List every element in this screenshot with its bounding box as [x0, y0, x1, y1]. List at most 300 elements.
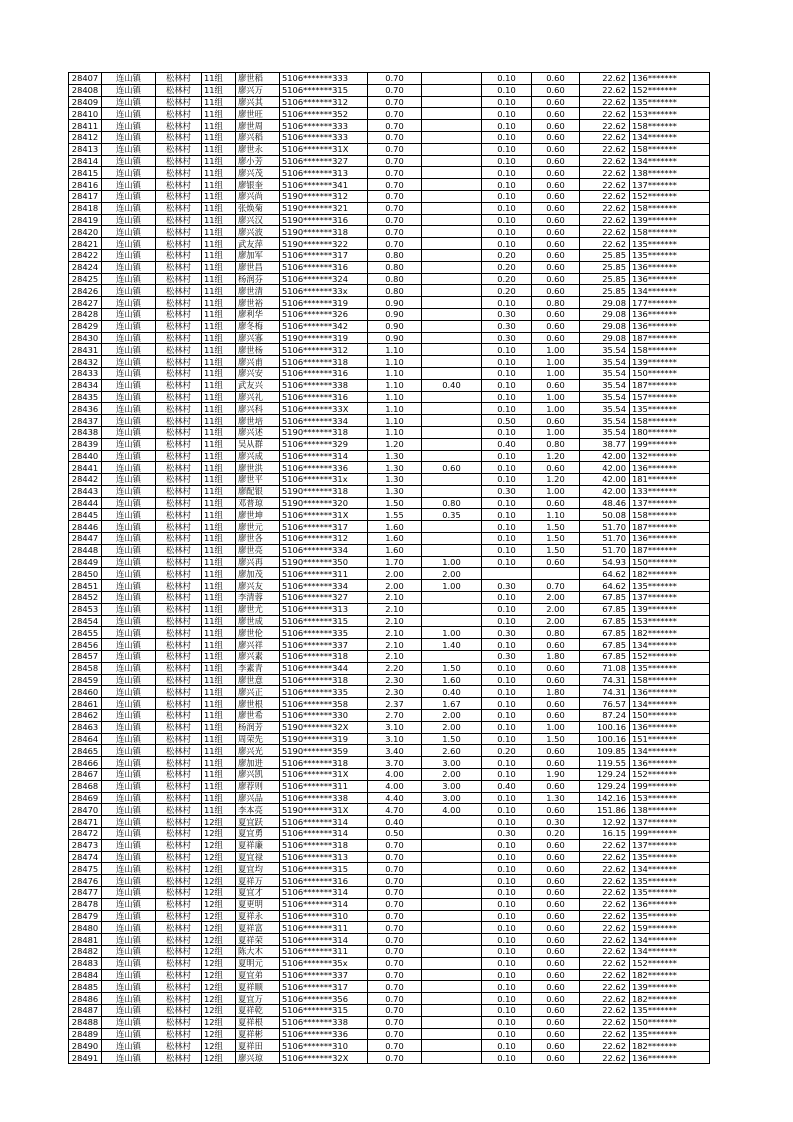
table-body: [69, 73, 710, 1064]
area-d-cell: 0.60: [532, 238, 580, 250]
area-d-cell: 0.60: [532, 674, 580, 686]
area-b-cell: [422, 863, 482, 875]
row-index: 28436: [69, 403, 102, 415]
area-b-cell: [422, 143, 482, 155]
area-d-cell: 0.60: [532, 415, 580, 427]
amount-cell: 22.62: [580, 898, 630, 910]
area-b-cell: [422, 426, 482, 438]
area-b-cell: [422, 391, 482, 403]
table-row: [69, 474, 710, 486]
phone-cell: 150*******: [630, 367, 710, 379]
village-cell: 松林村: [156, 568, 202, 580]
id-number-cell: 5106*******341: [280, 179, 368, 191]
village-cell: 松林村: [156, 945, 202, 957]
table-row: [69, 804, 710, 816]
village-cell: 松林村: [156, 592, 202, 604]
row-index: 28457: [69, 651, 102, 663]
name-cell: 夏宜跃: [236, 816, 280, 828]
town-cell: 连山镇: [102, 226, 156, 238]
name-cell: 廖兴安: [236, 367, 280, 379]
amount-cell: 151.86: [580, 804, 630, 816]
table-row: [69, 1052, 710, 1064]
group-cell: 11组: [202, 769, 236, 781]
town-cell: 连山镇: [102, 509, 156, 521]
amount-cell: 22.62: [580, 1052, 630, 1064]
area-c-cell: 0.30: [482, 320, 532, 332]
amount-cell: 22.62: [580, 84, 630, 96]
table-row: [69, 615, 710, 627]
group-cell: 11组: [202, 568, 236, 580]
table-row: [69, 462, 710, 474]
town-cell: 连山镇: [102, 615, 156, 627]
area-d-cell: 0.60: [532, 249, 580, 261]
phone-cell: 132*******: [630, 450, 710, 462]
id-number-cell: 5106*******352: [280, 108, 368, 120]
amount-cell: 25.85: [580, 273, 630, 285]
area-total-cell: 0.70: [368, 226, 422, 238]
town-cell: 连山镇: [102, 391, 156, 403]
name-cell: 廖兴述: [236, 426, 280, 438]
town-cell: 连山镇: [102, 568, 156, 580]
village-cell: 松林村: [156, 556, 202, 568]
name-cell: 廖兴凯: [236, 769, 280, 781]
area-c-cell: 0.10: [482, 108, 532, 120]
group-cell: 11组: [202, 190, 236, 202]
name-cell: 廖世成: [236, 615, 280, 627]
table-row: [69, 1040, 710, 1052]
id-number-cell: 5106*******342: [280, 320, 368, 332]
area-total-cell: 2.10: [368, 639, 422, 651]
area-total-cell: 0.90: [368, 332, 422, 344]
name-cell: 夏宜万: [236, 993, 280, 1005]
area-total-cell: 0.90: [368, 320, 422, 332]
area-c-cell: 0.30: [482, 332, 532, 344]
area-c-cell: 0.20: [482, 285, 532, 297]
area-c-cell: 0.10: [482, 603, 532, 615]
group-cell: 12组: [202, 875, 236, 887]
area-c-cell: 0.10: [482, 957, 532, 969]
area-total-cell: 0.70: [368, 875, 422, 887]
amount-cell: 67.85: [580, 639, 630, 651]
area-total-cell: 0.40: [368, 816, 422, 828]
area-d-cell: 1.00: [532, 721, 580, 733]
area-b-cell: [422, 356, 482, 368]
id-number-cell: 5106*******318: [280, 356, 368, 368]
amount-cell: 35.54: [580, 344, 630, 356]
village-cell: 松林村: [156, 131, 202, 143]
area-c-cell: 0.10: [482, 131, 532, 143]
village-cell: 松林村: [156, 769, 202, 781]
town-cell: 连山镇: [102, 73, 156, 85]
table-row: [69, 757, 710, 769]
area-b-cell: [422, 179, 482, 191]
area-d-cell: 0.60: [532, 910, 580, 922]
village-cell: 松林村: [156, 143, 202, 155]
name-cell: 廖兴再: [236, 556, 280, 568]
group-cell: 11组: [202, 120, 236, 132]
id-number-cell: 5106*******310: [280, 910, 368, 922]
village-cell: 松林村: [156, 403, 202, 415]
row-index: 28412: [69, 131, 102, 143]
id-number-cell: 5106*******312: [280, 533, 368, 545]
area-d-cell: 0.60: [532, 214, 580, 226]
amount-cell: 87.24: [580, 710, 630, 722]
village-cell: 松林村: [156, 828, 202, 840]
area-b-cell: [422, 415, 482, 427]
row-index: 28425: [69, 273, 102, 285]
area-d-cell: 0.60: [532, 261, 580, 273]
amount-cell: 42.00: [580, 450, 630, 462]
village-cell: 松林村: [156, 426, 202, 438]
town-cell: 连山镇: [102, 261, 156, 273]
table-row: [69, 556, 710, 568]
table-row: [69, 367, 710, 379]
area-total-cell: 2.10: [368, 615, 422, 627]
amount-cell: 22.62: [580, 155, 630, 167]
village-cell: 松林村: [156, 792, 202, 804]
id-number-cell: 5106*******317: [280, 981, 368, 993]
phone-cell: 139*******: [630, 214, 710, 226]
group-cell: 12组: [202, 1052, 236, 1064]
group-cell: 11组: [202, 757, 236, 769]
phone-cell: 187*******: [630, 379, 710, 391]
area-b-cell: 1.50: [422, 733, 482, 745]
area-d-cell: 0.60: [532, 332, 580, 344]
amount-cell: 22.62: [580, 120, 630, 132]
table-row: [69, 131, 710, 143]
area-c-cell: 0.10: [482, 120, 532, 132]
amount-cell: 129.24: [580, 769, 630, 781]
row-index: 28491: [69, 1052, 102, 1064]
area-c-cell: 0.10: [482, 426, 532, 438]
row-index: 28477: [69, 886, 102, 898]
area-c-cell: 0.10: [482, 179, 532, 191]
amount-cell: 22.62: [580, 851, 630, 863]
group-cell: 11组: [202, 238, 236, 250]
row-index: 28414: [69, 155, 102, 167]
area-d-cell: 0.60: [532, 131, 580, 143]
area-d-cell: 0.60: [532, 556, 580, 568]
name-cell: 廖世平: [236, 474, 280, 486]
village-cell: 松林村: [156, 662, 202, 674]
name-cell: 廖世尤: [236, 603, 280, 615]
area-d-cell: 0.60: [532, 1004, 580, 1016]
amount-cell: 67.85: [580, 651, 630, 663]
area-d-cell: 0.60: [532, 108, 580, 120]
area-b-cell: [422, 922, 482, 934]
village-cell: 松林村: [156, 356, 202, 368]
amount-cell: 22.62: [580, 190, 630, 202]
town-cell: 连山镇: [102, 84, 156, 96]
area-c-cell: 0.10: [482, 721, 532, 733]
table-row: [69, 981, 710, 993]
row-index: 28469: [69, 792, 102, 804]
row-index: 28443: [69, 485, 102, 497]
town-cell: 连山镇: [102, 131, 156, 143]
town-cell: 连山镇: [102, 863, 156, 875]
data-table: [68, 72, 710, 1064]
phone-cell: 150*******: [630, 556, 710, 568]
village-cell: 松林村: [156, 155, 202, 167]
area-c-cell: 0.10: [482, 863, 532, 875]
town-cell: 连山镇: [102, 898, 156, 910]
name-cell: 廖世裕: [236, 297, 280, 309]
town-cell: 连山镇: [102, 828, 156, 840]
amount-cell: 22.62: [580, 993, 630, 1005]
area-c-cell: 0.10: [482, 202, 532, 214]
row-index: 28411: [69, 120, 102, 132]
phone-cell: 182*******: [630, 1040, 710, 1052]
amount-cell: 12.92: [580, 816, 630, 828]
name-cell: 夏祥顺: [236, 981, 280, 993]
table-row: [69, 863, 710, 875]
area-c-cell: 0.40: [482, 438, 532, 450]
town-cell: 连山镇: [102, 651, 156, 663]
village-cell: 松林村: [156, 450, 202, 462]
area-c-cell: 0.20: [482, 745, 532, 757]
table-row: [69, 202, 710, 214]
area-c-cell: 0.10: [482, 898, 532, 910]
table-row: [69, 285, 710, 297]
name-cell: 夏宜勇: [236, 828, 280, 840]
amount-cell: 64.62: [580, 568, 630, 580]
id-number-cell: 5190*******320: [280, 497, 368, 509]
area-c-cell: 0.10: [482, 238, 532, 250]
amount-cell: 38.77: [580, 438, 630, 450]
row-index: 28461: [69, 698, 102, 710]
town-cell: 连山镇: [102, 108, 156, 120]
name-cell: 夏祥乾: [236, 1004, 280, 1016]
row-index: 28450: [69, 568, 102, 580]
row-index: 28409: [69, 96, 102, 108]
id-number-cell: 5106*******312: [280, 96, 368, 108]
village-cell: 松林村: [156, 202, 202, 214]
group-cell: 11组: [202, 450, 236, 462]
table-row: [69, 332, 710, 344]
group-cell: 12组: [202, 969, 236, 981]
area-total-cell: 0.70: [368, 84, 422, 96]
town-cell: 连山镇: [102, 1016, 156, 1028]
group-cell: 11组: [202, 721, 236, 733]
area-d-cell: 0.60: [532, 1016, 580, 1028]
area-d-cell: 0.60: [532, 285, 580, 297]
phone-cell: 138*******: [630, 167, 710, 179]
village-cell: 松林村: [156, 108, 202, 120]
table-row: [69, 898, 710, 910]
amount-cell: 22.62: [580, 1016, 630, 1028]
name-cell: 廖世永: [236, 143, 280, 155]
id-number-cell: 5106*******333: [280, 120, 368, 132]
amount-cell: 22.62: [580, 238, 630, 250]
table-row: [69, 143, 710, 155]
phone-cell: 135*******: [630, 238, 710, 250]
area-b-cell: 1.00: [422, 556, 482, 568]
town-cell: 连山镇: [102, 544, 156, 556]
phone-cell: 135*******: [630, 910, 710, 922]
area-total-cell: 2.10: [368, 603, 422, 615]
id-number-cell: 5106*******316: [280, 391, 368, 403]
amount-cell: 29.08: [580, 308, 630, 320]
amount-cell: 22.62: [580, 922, 630, 934]
area-c-cell: 0.10: [482, 533, 532, 545]
area-c-cell: 0.10: [482, 839, 532, 851]
table-row: [69, 190, 710, 202]
phone-cell: 139*******: [630, 981, 710, 993]
id-number-cell: 5106*******311: [280, 922, 368, 934]
area-total-cell: 1.10: [368, 367, 422, 379]
id-number-cell: 5106*******31X: [280, 769, 368, 781]
phone-cell: 133*******: [630, 485, 710, 497]
town-cell: 连山镇: [102, 945, 156, 957]
group-cell: 11组: [202, 474, 236, 486]
area-total-cell: 0.70: [368, 981, 422, 993]
area-total-cell: 1.30: [368, 462, 422, 474]
name-cell: 廖利华: [236, 308, 280, 320]
amount-cell: 35.54: [580, 367, 630, 379]
village-cell: 松林村: [156, 285, 202, 297]
name-cell: 廖兴稻: [236, 131, 280, 143]
village-cell: 松林村: [156, 261, 202, 273]
id-number-cell: 5106*******316: [280, 367, 368, 379]
town-cell: 连山镇: [102, 639, 156, 651]
area-b-cell: [422, 875, 482, 887]
area-c-cell: 0.30: [482, 828, 532, 840]
area-d-cell: 1.50: [532, 544, 580, 556]
id-number-cell: 5106*******315: [280, 615, 368, 627]
table-row: [69, 780, 710, 792]
area-b-cell: 0.35: [422, 509, 482, 521]
amount-cell: 51.70: [580, 521, 630, 533]
area-c-cell: 0.10: [482, 474, 532, 486]
area-total-cell: 0.50: [368, 828, 422, 840]
area-total-cell: 0.70: [368, 131, 422, 143]
phone-cell: 187*******: [630, 521, 710, 533]
name-cell: 夏祥廉: [236, 839, 280, 851]
town-cell: 连山镇: [102, 450, 156, 462]
village-cell: 松林村: [156, 485, 202, 497]
area-d-cell: 0.70: [532, 580, 580, 592]
area-total-cell: 0.80: [368, 285, 422, 297]
group-cell: 11组: [202, 710, 236, 722]
phone-cell: 153*******: [630, 108, 710, 120]
area-d-cell: 0.60: [532, 120, 580, 132]
name-cell: 廖兴友: [236, 580, 280, 592]
phone-cell: 199*******: [630, 780, 710, 792]
table-row: [69, 167, 710, 179]
phone-cell: 135*******: [630, 249, 710, 261]
area-total-cell: 0.70: [368, 1028, 422, 1040]
group-cell: 11组: [202, 249, 236, 261]
area-b-cell: [422, 285, 482, 297]
area-total-cell: 2.10: [368, 651, 422, 663]
town-cell: 连山镇: [102, 474, 156, 486]
table-row: [69, 957, 710, 969]
area-b-cell: 0.60: [422, 462, 482, 474]
area-d-cell: 1.10: [532, 509, 580, 521]
phone-cell: 135*******: [630, 886, 710, 898]
area-total-cell: 4.00: [368, 780, 422, 792]
table-row: [69, 969, 710, 981]
table-row: [69, 721, 710, 733]
group-cell: 12组: [202, 828, 236, 840]
id-number-cell: 5106*******33x: [280, 285, 368, 297]
village-cell: 松林村: [156, 73, 202, 85]
area-c-cell: 0.10: [482, 886, 532, 898]
amount-cell: 129.24: [580, 780, 630, 792]
area-c-cell: 0.10: [482, 662, 532, 674]
area-b-cell: [422, 851, 482, 863]
id-number-cell: 5106*******35x: [280, 957, 368, 969]
amount-cell: 35.54: [580, 403, 630, 415]
area-d-cell: 1.00: [532, 485, 580, 497]
phone-cell: 134*******: [630, 639, 710, 651]
phone-cell: 158*******: [630, 202, 710, 214]
phone-cell: 177*******: [630, 297, 710, 309]
village-cell: 松林村: [156, 698, 202, 710]
row-index: 28472: [69, 828, 102, 840]
amount-cell: 22.62: [580, 202, 630, 214]
area-c-cell: 0.20: [482, 261, 532, 273]
group-cell: 11组: [202, 592, 236, 604]
group-cell: 11组: [202, 415, 236, 427]
village-cell: 松林村: [156, 875, 202, 887]
name-cell: 廖世培: [236, 415, 280, 427]
area-c-cell: 0.10: [482, 73, 532, 85]
id-number-cell: 5106*******335: [280, 627, 368, 639]
area-total-cell: 2.10: [368, 592, 422, 604]
id-number-cell: 5106*******312: [280, 344, 368, 356]
row-index: 28437: [69, 415, 102, 427]
row-index: 28459: [69, 674, 102, 686]
group-cell: 11组: [202, 332, 236, 344]
area-b-cell: 1.00: [422, 627, 482, 639]
area-d-cell: 0.30: [532, 816, 580, 828]
area-b-cell: 0.40: [422, 379, 482, 391]
area-c-cell: 0.20: [482, 249, 532, 261]
phone-cell: 180*******: [630, 426, 710, 438]
area-b-cell: 2.00: [422, 769, 482, 781]
phone-cell: 135*******: [630, 1004, 710, 1016]
row-index: 28487: [69, 1004, 102, 1016]
area-total-cell: 0.70: [368, 969, 422, 981]
town-cell: 连山镇: [102, 485, 156, 497]
name-cell: 廖加茂: [236, 568, 280, 580]
amount-cell: 22.62: [580, 1028, 630, 1040]
phone-cell: 151*******: [630, 733, 710, 745]
town-cell: 连山镇: [102, 1028, 156, 1040]
name-cell: 周荣先: [236, 733, 280, 745]
table-row: [69, 839, 710, 851]
area-d-cell: 1.00: [532, 403, 580, 415]
area-total-cell: 4.70: [368, 804, 422, 816]
table-row: [69, 450, 710, 462]
group-cell: 11组: [202, 379, 236, 391]
area-total-cell: 3.70: [368, 757, 422, 769]
amount-cell: 54.93: [580, 556, 630, 568]
village-cell: 松林村: [156, 344, 202, 356]
id-number-cell: 5106*******310: [280, 1040, 368, 1052]
id-number-cell: 5106*******336: [280, 462, 368, 474]
area-d-cell: 1.20: [532, 450, 580, 462]
area-total-cell: 2.10: [368, 627, 422, 639]
amount-cell: 16.15: [580, 828, 630, 840]
area-c-cell: 0.10: [482, 155, 532, 167]
village-cell: 松林村: [156, 886, 202, 898]
row-index: 28484: [69, 969, 102, 981]
row-index: 28419: [69, 214, 102, 226]
group-cell: 11组: [202, 356, 236, 368]
name-cell: 廖世各: [236, 533, 280, 545]
